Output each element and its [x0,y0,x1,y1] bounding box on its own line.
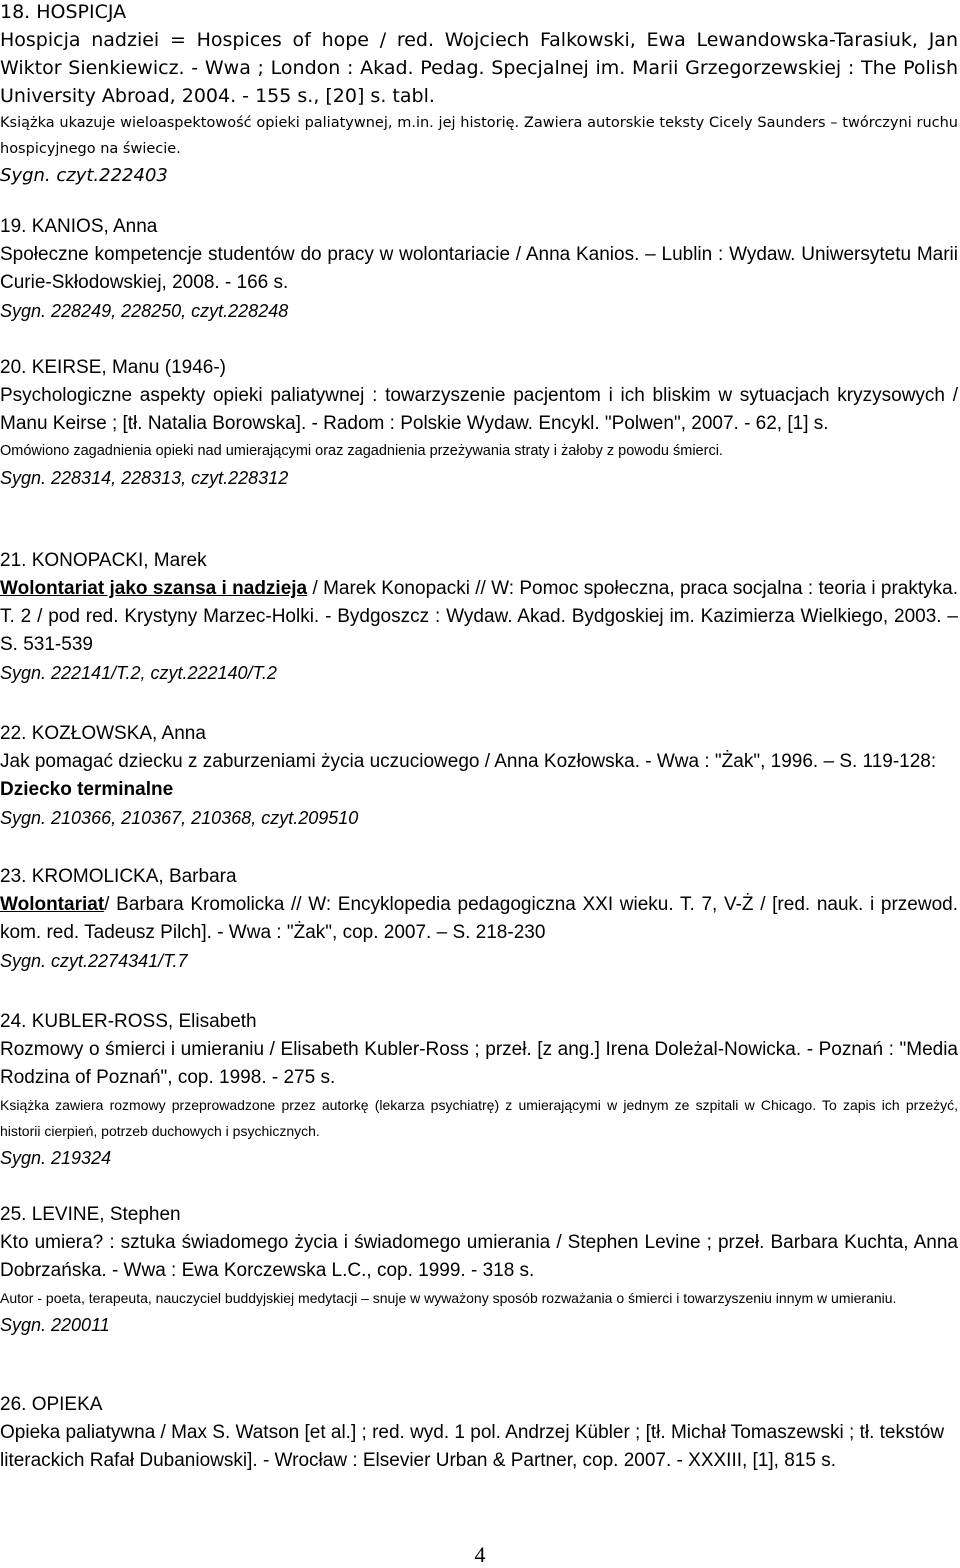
article-title: Wolontariat jako szansa i nadzieja [0,578,308,599]
chapter-title: Dziecko terminalne [0,779,174,800]
entry-signature: Sygn. 220011 [0,1315,110,1335]
entry-22 [0,720,958,832]
entry-23 [0,863,958,975]
entry-description [0,891,958,947]
entry-description: Rozmowy o śmierci i umieraniu / Elisabeth Kubler-Ross ; przeł. [z ang.] Irena Doleżal-Nowicka. - Poznań : "Media Rodzina of Poznań", cop. 1998. - 275 s. [0,1039,958,1088]
entry-annotation: Książka zawiera rozmowy przeprowadzone przez autorkę (lekarza psychiatrę) z umierającymi w jednym ze szpitali w Chicago. To zapis ich przeżyć, historii cierpień, potrzeb duchowych i psychicznych. [0,1097,958,1139]
entry-heading: 20. KEIRSE, Manu (1946-) [0,357,226,378]
entry-description-rest: / Marek Konopacki // W: Pomoc społeczna, praca socjalna : teoria i praktyka. T. 2 / pod red. Krystyny Marzec-Holki. - Bydgoszcz : Wydaw. Akad. Bydgoskiej im. Kazimierza Wielkiego, 2003. – S. 531-539 [0,578,958,655]
entry-heading: 19. KANIOS, Anna [0,216,158,237]
entry-heading: 21. KONOPACKI, Marek [0,550,207,571]
entry-heading: 25. LEVINE, Stephen [0,1204,181,1225]
entry-24 [0,1008,958,1172]
entry-18 [0,0,958,190]
entry-description: Kto umiera? : sztuka świadomego życia i świadomego umierania / Stephen Levine ; przeł. Barbara Kuchta, Anna Dobrzańska. - Wwa : Ewa Korczewska L.C., cop. 1999. - 318 s. [0,1232,958,1281]
entry-heading: 23. KROMOLICKA, Barbara [0,866,237,887]
entry-heading: 26. OPIEKA [0,1394,103,1415]
entry-description: Społeczne kompetencje studentów do pracy w wolontariacie / Anna Kanios. – Lublin : Wydaw. Uniwersytetu Marii Curie-Skłodowskiej, 2008. - 166 s. [0,244,958,293]
entry-signature: Sygn. 228314, 228313, czyt.228312 [0,468,289,488]
entry-heading: 22. KOZŁOWSKA, Anna [0,723,206,744]
entry-signature: Sygn. 219324 [0,1148,112,1168]
entry-signature: Sygn. 228249, 228250, czyt.228248 [0,301,289,321]
entry-19 [0,213,958,325]
entry-annotation: Autor - poeta, terapeuta, nauczyciel buddyjskiej medytacji – snuje w wyważony sposób rozważania o śmierci i towarzyszeniu innym w umieraniu. [0,1290,897,1306]
entry-description: Psychologiczne aspekty opieki paliatywnej : towarzyszenie pacjentom i ich bliskim w sytuacjach kryzysowych / Manu Keirse ; [tł. Natalia Borowska]. - Radom : Polskie Wydaw. Encykl. "Polwen", 2007. - 62, [1] s. [0,385,958,434]
page-number: 4 [474,1542,486,1567]
entry-description: Hospicja nadziei = Hospices of hope / red. Wojciech Falkowski, Ewa Lewandowska-Tarasiuk, Jan Wiktor Sienkiewicz. - Wwa ; London : Akad. Pedag. Specjalnej im. Marii Grzegorzewskiej : The Polish University Abroad, 2004. - 155 s., [20] s. tabl. [0,29,958,107]
entry-description-rest: / Barbara Kromolicka // W: Encyklopedia pedagogiczna XXI wieku. T. 7, V-Ż / [red. nauk. i przewod. kom. red. Tadeusz Pilch]. - Wwa : "Żak", cop. 2007. – S. 218-230 [0,894,958,943]
entry-signature: Sygn. 222141/T.2, czyt.222140/T.2 [0,663,277,683]
entry-description [0,748,958,804]
entry-annotation: Omówiono zagadnienia opieki nad umierającymi oraz zagadnienia przeżywania straty i żałoby z powodu śmierci. [0,443,723,459]
entry-heading: 24. KUBLER-ROSS, Elisabeth [0,1011,257,1032]
entry-25 [0,1201,958,1339]
entry-signature: Sygn. 210366, 210367, 210368, czyt.209510 [0,808,359,828]
entry-21 [0,547,958,687]
entry-signature: Sygn. czyt.222403 [0,165,168,186]
article-title: Wolontariat [0,894,105,915]
entry-description: Opieka paliatywna / Max S. Watson [et al.] ; red. wyd. 1 pol. Andrzej Kübler ; [tł. Michał Tomaszewski ; tł. tekstów literackich Rafał Dubaniowski]. - Wrocław : Elsevier Urban & Partner, cop. 2007. - XXXIII, [1], 815 s. [0,1422,945,1471]
entry-annotation: Książka ukazuje wieloaspektowość opieki paliatywnej, m.in. jej historię. Zawiera autorskie teksty Cicely Saunders – twórczyni ruchu hospicyjnego na świecie. [0,115,958,157]
entry-20 [0,354,958,492]
entry-heading: 18. HOSPICJA [0,1,127,23]
entry-signature: Sygn. czyt.2274341/T.7 [0,951,188,971]
entry-description [0,575,958,659]
entry-description-main: Jak pomagać dziecku z zaburzeniami życia uczuciowego / Anna Kozłowska. - Wwa : "Żak", 1996. – S. 119-128: [0,751,937,772]
entry-26 [0,1391,958,1475]
